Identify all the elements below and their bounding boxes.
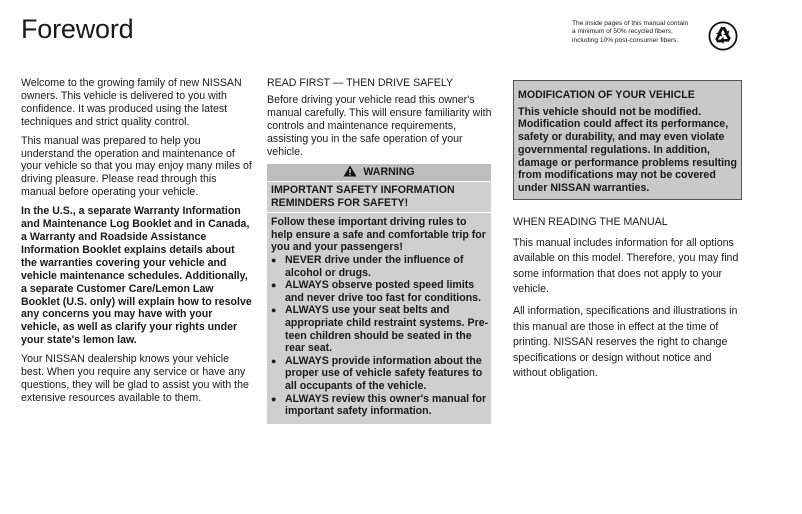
read-first-paragraph: Before driving your vehicle read this owner's manual carefully. This will ensure familiarity with controls and maintenance requirements, assisting you in the safe operation of your vehicle. — [267, 93, 492, 158]
list-item: ● ALWAYS observe posted speed limits and never drive too fast for conditions. — [271, 279, 489, 304]
column-modification — [513, 80, 740, 388]
safety-rules-list — [271, 254, 489, 418]
warranty-paragraph: In the U.S., a separate Warranty Information and Maintenance Log Booklet and in Canada, a Warranty and Roadside Assistance Information Booklet explains details about the warranties covering your vehicle and vehicle maintenance schedules. Additionally, a separate Customer Care/Lemon Law Booklet (U.S. only) will explain how to resolve any concerns you may have with your vehicle, as well as clarify your rights under your state's lemon law. — [21, 205, 252, 347]
recycle-note-line: including 10% post-consumer fibers. — [572, 36, 679, 44]
dealership-paragraph: Your NISSAN dealership knows your vehicle best. When you require any service or have any questions, they will be glad to assist you with the extensive resources available to them. — [21, 353, 249, 404]
read-first-heading: READ FIRST — THEN DRIVE SAFELY — [267, 77, 454, 89]
warning-triangle-icon — [343, 165, 357, 177]
specifications-paragraph: All information, specifications and illustrations in this manual are those in effect at the time of printing. NISSAN reserves the right to change specifications or design without notice and without obligation. — [513, 304, 738, 380]
list-item: ● ALWAYS provide information about the proper use of vehicle safety features to all occupants of the vehicle. — [271, 355, 489, 393]
welcome-paragraph: Welcome to the growing family of new NISSAN owners. This vehicle is delivered to you with confidence. It was produced using the latest techniques and strict quality control. — [21, 77, 242, 128]
recycle-note-line: a minimum of 50% recycled fibers, — [572, 28, 673, 36]
column-safety — [267, 77, 493, 424]
warning-intro: Follow these important driving rules to help ensure a safe and comfortable trip for you and your passengers! — [271, 216, 486, 254]
modification-text: This vehicle should not be modified. Modification could affect its performance, safety or durability, and may even violate governmental regulations. In addition, damage or performance problems resulting from modifications may not be covered under NISSAN warranties. — [518, 105, 737, 194]
warning-box — [267, 164, 491, 423]
list-item: ● ALWAYS review this owner's manual for important safety information. — [271, 393, 489, 418]
modification-heading: MODIFICATION OF YOUR VEHICLE — [518, 89, 695, 101]
modification-box — [513, 80, 742, 200]
warning-body — [267, 213, 491, 424]
warning-label: WARNING — [363, 166, 415, 179]
recycle-icon — [708, 21, 738, 51]
manual-purpose-paragraph: This manual was prepared to help you understand the operation and maintenance of your vehicle so that you may enjoy many miles of driving pleasure. Please read through this manual before operating your vehicle. — [21, 134, 252, 199]
list-item: ● NEVER drive under the influence of alcohol or drugs. — [271, 254, 489, 279]
recycle-note — [572, 20, 707, 45]
column-welcome — [21, 77, 253, 411]
warning-bar — [267, 164, 491, 182]
warning-subheading: IMPORTANT SAFETY INFORMATION REMINDERS FOR SAFETY! — [267, 182, 491, 213]
recycle-note-line: The inside pages of this manual contain — [572, 20, 689, 27]
page-title: Foreword — [21, 14, 134, 44]
reading-manual-heading: WHEN READING THE MANUAL — [513, 215, 668, 228]
list-item: ● ALWAYS use your seat belts and appropriate child restraint systems. Pre-teen children should be seated in the rear seat. — [271, 304, 489, 354]
options-paragraph: This manual includes information for all options available on this model. Therefore, you may find some information that does not apply to your vehicle. — [513, 236, 739, 296]
